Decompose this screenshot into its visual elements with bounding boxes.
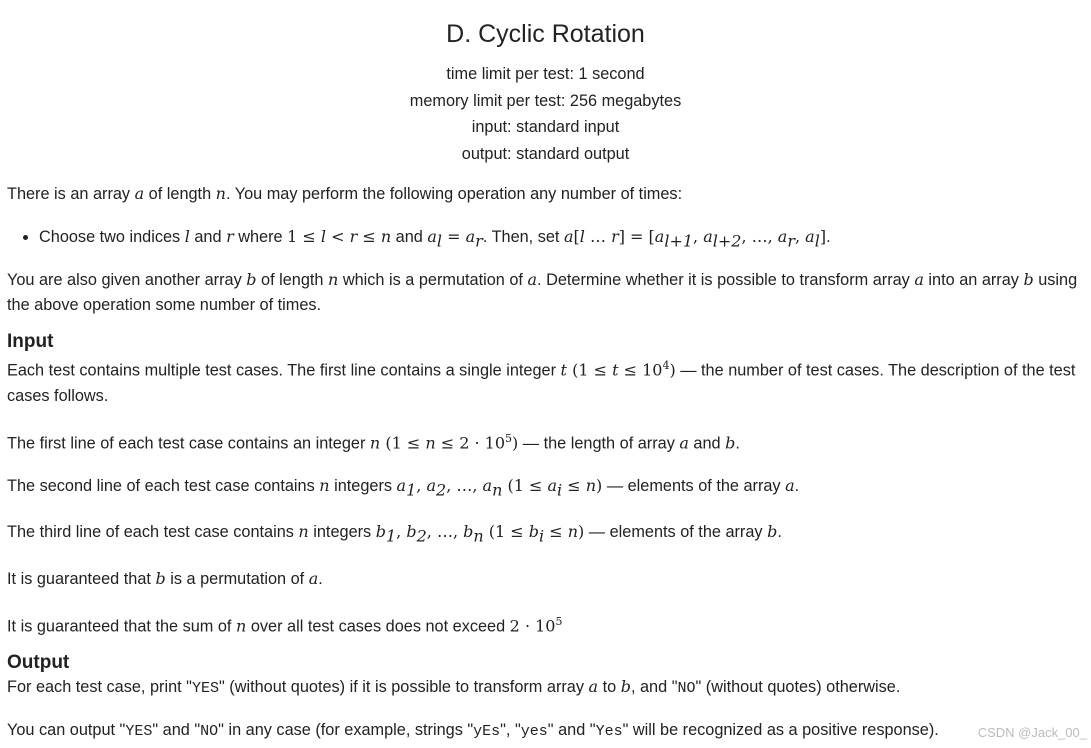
code-literal: NO xyxy=(200,723,219,741)
input-paragraph xyxy=(7,426,1084,456)
math-expr: , xyxy=(795,227,806,246)
text: " and " xyxy=(547,721,596,740)
math-subscript: 2 xyxy=(436,480,447,500)
math-expr: ] xyxy=(819,227,827,246)
text: which is a permutation of xyxy=(338,271,528,290)
input-paragraph xyxy=(7,473,1084,502)
math-var: a xyxy=(465,227,476,246)
math-var: n xyxy=(567,522,579,542)
math-var: a xyxy=(308,568,319,588)
code-literal: Yes xyxy=(595,723,623,741)
code-literal: yes xyxy=(520,723,548,741)
math-var: a xyxy=(785,476,795,496)
output-section xyxy=(7,652,1084,744)
math-expr: ) xyxy=(512,433,519,453)
math-expr: , xyxy=(416,476,427,496)
math-subscript: i xyxy=(539,526,545,546)
math-var: a xyxy=(527,270,538,290)
math-expr: , xyxy=(693,227,704,246)
math-var: n xyxy=(235,616,247,636)
math-var: l xyxy=(579,227,585,246)
text: " (without quotes) if it is possible to transform array xyxy=(218,678,589,697)
math-var: r xyxy=(611,227,619,246)
text: " and " xyxy=(152,721,201,740)
math-var: b xyxy=(725,433,736,453)
math-expr: ≤ 10 xyxy=(618,360,663,380)
math-subscript: 1 xyxy=(406,480,417,500)
output-paragraph xyxy=(7,718,1084,744)
math-subscript: l xyxy=(814,231,820,251)
math-var: n xyxy=(369,433,381,453)
math-expr: ≤ xyxy=(562,476,586,496)
math-var: a xyxy=(134,184,145,203)
math-var: a xyxy=(679,433,689,453)
input-paragraph xyxy=(7,566,1084,592)
text: — elements of the array xyxy=(602,477,786,496)
problem-header xyxy=(0,0,1091,167)
math-var: r xyxy=(349,227,358,246)
text: of length xyxy=(144,185,216,203)
math-expr: < xyxy=(326,227,350,246)
math-var: n xyxy=(585,476,597,496)
output-paragraph xyxy=(7,674,1084,701)
text: It is guaranteed that xyxy=(7,569,156,588)
math-expr: ≤ 2 · 10 xyxy=(435,433,506,453)
output-spec: output: standard output xyxy=(461,144,630,163)
text: where xyxy=(233,228,288,246)
text: Each test contains multiple test cases. The first line contains a single integer xyxy=(7,361,561,380)
input-paragraph xyxy=(7,609,1084,639)
text: . xyxy=(735,434,740,453)
memory-limit: memory limit per test: 256 megabytes xyxy=(409,91,682,110)
operation-item xyxy=(39,224,1084,253)
math-var: a xyxy=(588,677,599,697)
text: — the number of test cases. The description of the test cases follows. xyxy=(7,361,1076,405)
math-expr: , xyxy=(396,522,407,542)
text: , and " xyxy=(630,678,678,697)
math-expr: , …, xyxy=(741,227,778,246)
text: You are also given another array xyxy=(7,271,247,290)
math-expr: = xyxy=(442,227,466,246)
math-var: n xyxy=(215,184,226,203)
text: Choose two indices xyxy=(39,228,185,246)
math-expr: ≤ xyxy=(357,227,381,246)
math-subscript: l+1 xyxy=(664,231,694,251)
text: It is guaranteed that the sum of xyxy=(7,617,236,636)
text: over all test cases does not exceed xyxy=(246,617,510,636)
text: " (without quotes) otherwise. xyxy=(695,678,901,697)
input-section xyxy=(7,331,1084,639)
math-var: a xyxy=(914,270,924,290)
text: — elements of the array xyxy=(584,523,768,542)
math-var: b xyxy=(246,270,257,290)
math-subscript: n xyxy=(492,480,503,500)
input-spec: input: standard input xyxy=(471,118,620,136)
text: The third line of each test case contains xyxy=(7,523,299,542)
text: There is an array xyxy=(7,185,135,203)
math-expr: ] = [ xyxy=(618,227,655,246)
math-var: b xyxy=(620,677,631,697)
code-literal: YES xyxy=(125,723,153,741)
text: You can output " xyxy=(7,721,126,740)
math-expr: , …, xyxy=(446,476,483,496)
text: For each test case, print " xyxy=(7,678,192,697)
math-var: a xyxy=(547,476,558,496)
text: integers xyxy=(308,523,376,542)
math-var: a xyxy=(563,227,574,246)
time-limit: time limit per test: 1 second xyxy=(446,65,645,83)
math-var: a xyxy=(396,476,407,496)
math-expr: 1 ≤ xyxy=(287,227,321,246)
text: — the length of array xyxy=(518,434,680,453)
math-var: b xyxy=(155,568,166,588)
math-subscript: l xyxy=(436,231,443,251)
input-paragraph xyxy=(7,353,1084,408)
math-subscript: 1 xyxy=(385,526,397,546)
math-expr: ) xyxy=(596,476,603,496)
text: into an array xyxy=(923,271,1024,290)
math-var: l xyxy=(184,227,190,246)
math-var: a xyxy=(426,476,436,496)
text: is a permutation of xyxy=(165,569,309,588)
math-superscript: 5 xyxy=(505,431,513,445)
math-var: a xyxy=(805,227,815,246)
math-var: b xyxy=(406,522,417,542)
math-expr: , …, xyxy=(426,522,464,542)
math-subscript: i xyxy=(557,480,563,500)
math-expr: ) xyxy=(578,522,585,542)
math-expr: ≤ xyxy=(544,522,568,542)
math-expr: [ xyxy=(573,227,580,246)
operation-list xyxy=(7,224,1084,253)
math-var: b xyxy=(767,522,778,542)
math-expr: … xyxy=(584,227,612,246)
math-var: b xyxy=(375,522,386,542)
text: and xyxy=(688,434,726,453)
math-subscript: l+2 xyxy=(712,231,742,251)
statement-paragraph xyxy=(7,181,1084,207)
math-var: a xyxy=(654,227,665,246)
math-expr: (1 ≤ xyxy=(502,476,548,496)
math-var: b xyxy=(528,522,540,542)
text: The second line of each test case contains xyxy=(7,477,320,496)
math-var: n xyxy=(298,522,309,542)
math-expr: 2 · 10 xyxy=(509,616,556,636)
problem-statement xyxy=(0,181,1091,744)
code-literal: YES xyxy=(191,680,219,698)
math-var: n xyxy=(380,227,392,246)
text: integers xyxy=(329,477,397,496)
text: . xyxy=(318,569,323,588)
math-var: b xyxy=(1023,270,1034,290)
text: . xyxy=(794,477,800,496)
math-var: a xyxy=(777,227,788,246)
math-var: n xyxy=(319,476,330,496)
math-var: b xyxy=(463,522,474,542)
text: . Then, set xyxy=(482,228,564,246)
math-var: r xyxy=(226,227,234,246)
problem-title: D. Cyclic Rotation xyxy=(446,20,645,48)
input-heading: Input xyxy=(7,331,54,353)
text: . Determine whether it is possible to transform array xyxy=(537,271,915,290)
code-literal: NO xyxy=(677,680,696,698)
math-expr: (1 ≤ xyxy=(380,433,426,453)
math-var: t xyxy=(560,360,567,380)
input-paragraph xyxy=(7,519,1084,548)
math-subscript: n xyxy=(473,526,484,546)
math-superscript: 5 xyxy=(555,614,563,628)
text: ", " xyxy=(500,721,521,740)
math-subscript: r xyxy=(475,231,483,251)
text: and xyxy=(391,228,428,246)
math-var: a xyxy=(482,476,493,496)
math-var: a xyxy=(703,227,713,246)
math-superscript: 4 xyxy=(662,359,670,373)
statement-paragraph xyxy=(7,267,1084,318)
math-subscript: 2 xyxy=(416,526,427,546)
math-var: t xyxy=(612,360,619,380)
math-var: n xyxy=(328,270,339,290)
text: of length xyxy=(256,271,329,290)
text: " will be recognized as a positive response). xyxy=(622,721,939,740)
watermark: CSDN @Jack_00_ xyxy=(977,725,1087,740)
output-heading: Output xyxy=(7,652,70,674)
text: . You may perform the following operation any number of times: xyxy=(225,185,683,203)
math-expr: (1 ≤ xyxy=(483,522,529,542)
text: The first line of each test case contains an integer xyxy=(7,434,370,453)
math-subscript: r xyxy=(787,231,795,251)
math-var: l xyxy=(320,227,327,246)
text: . xyxy=(826,228,831,246)
text: and xyxy=(189,228,227,246)
code-literal: yEs xyxy=(473,723,501,741)
math-var: n xyxy=(425,433,436,453)
text: " in any case (for example, strings " xyxy=(218,721,474,740)
math-expr: ) xyxy=(669,360,676,380)
math-expr: (1 ≤ xyxy=(566,360,613,380)
text: using the above operation some number of times. xyxy=(7,271,1078,315)
math-var: a xyxy=(427,227,437,246)
text: . xyxy=(777,523,782,542)
text: to xyxy=(598,678,621,697)
